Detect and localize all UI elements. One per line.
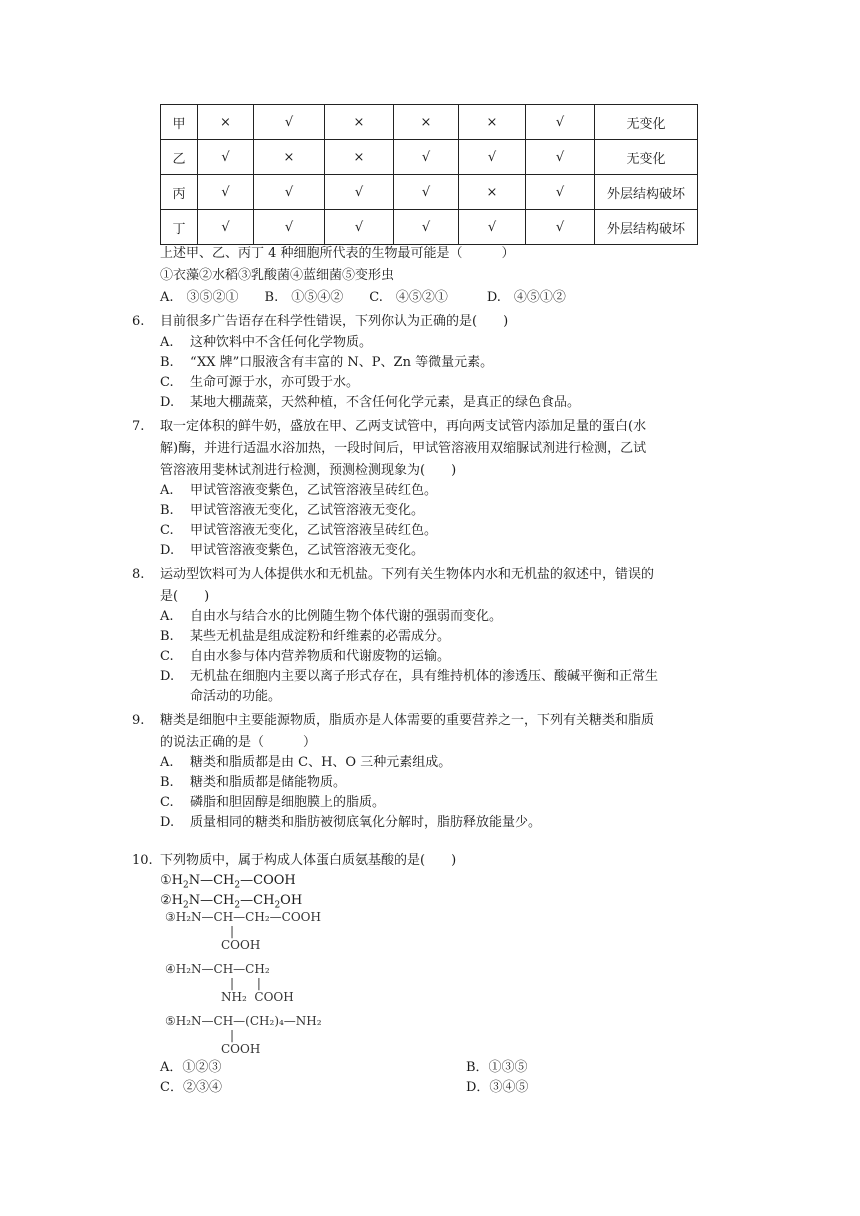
q10-option-a: A．①②③ bbox=[160, 1060, 222, 1075]
q7-option-a: A. 甲试管溶液变紫色，乙试管溶液呈砖红色。 bbox=[160, 483, 438, 498]
q9-option-a: A. 糖类和脂质都是由 C、H、O 三种元素组成。 bbox=[160, 755, 452, 770]
table-cell-result: 无变化 bbox=[595, 140, 698, 175]
table-row bbox=[161, 140, 698, 175]
formula-3-main: ③H₂N—CH—CH₂—COOH bbox=[165, 910, 321, 924]
table-cell-mark: × bbox=[325, 105, 394, 140]
table-cell-mark: √ bbox=[254, 175, 325, 210]
q7-stem-line3: 管溶液用斐林试剂进行检测，预测检测现象为( ) bbox=[160, 463, 457, 478]
table-row bbox=[161, 105, 698, 140]
q10-option-c: C．②③④ bbox=[160, 1080, 222, 1095]
table-cell-mark: × bbox=[459, 105, 526, 140]
q7-stem-line1: 取一定体积的鲜牛奶，盛放在甲、乙两支试管中，再向两支试管内添加足量的蛋白(水 bbox=[160, 419, 647, 434]
table-cell-mark: √ bbox=[198, 210, 254, 245]
q10-option-b: B．①③⑤ bbox=[466, 1060, 528, 1075]
row-label: 甲 bbox=[161, 105, 198, 140]
q9-option-b: B. 糖类和脂质都是储能物质。 bbox=[160, 775, 347, 790]
q7-option-b: B. 甲试管溶液无变化，乙试管溶液无变化。 bbox=[160, 503, 425, 518]
formula-1: $①H_2N—CH_2—COOH$ bbox=[160, 873, 296, 891]
table-cell-mark: √ bbox=[198, 175, 254, 210]
formula-5-bond: | bbox=[230, 1028, 235, 1042]
q8-option-c: C. 自由水参与体内营养物质和代谢废物的运输。 bbox=[160, 649, 451, 664]
formula-3-bond: | bbox=[230, 924, 235, 938]
q8-stem-line2: 是( ) bbox=[160, 589, 210, 604]
q8-option-d-continued: 命活动的功能。 bbox=[190, 689, 282, 704]
q8-stem-line1: 运动型饮料可为人体提供水和无机盐。下列有关生物体内水和无机盐的叙述中，错误的 bbox=[160, 567, 655, 582]
formula-4-bond: | | bbox=[230, 976, 261, 990]
table-row bbox=[161, 210, 698, 245]
q9-stem-line2: 的说法正确的是（ ） bbox=[160, 735, 317, 750]
q5-stem: 上述甲、乙、丙丁 4 种细胞所代表的生物最可能是（ ） bbox=[160, 246, 515, 261]
table-cell-mark: √ bbox=[325, 210, 394, 245]
q5-organism-list: ①衣藻②水稻③乳酸菌④蓝细菌⑤变形虫 bbox=[160, 268, 395, 283]
table-cell-mark: √ bbox=[254, 210, 325, 245]
table-cell-mark: × bbox=[459, 175, 526, 210]
table-cell-mark: √ bbox=[394, 140, 459, 175]
table-cell-result: 外层结构破坏 bbox=[595, 175, 698, 210]
q10-stem: 下列物质中，属于构成人体蛋白质氨基酸的是( ) bbox=[160, 853, 457, 868]
table-cell-mark: × bbox=[254, 140, 325, 175]
table-cell-mark: √ bbox=[254, 105, 325, 140]
q7-stem-line2: 解)酶，并进行适温水浴加热，一段时间后，甲试管溶液用双缩脲试剂进行检测，乙试 bbox=[160, 441, 647, 456]
formula-5-branch: COOH bbox=[221, 1042, 261, 1056]
table-cell-mark: × bbox=[325, 140, 394, 175]
formula-5-main: ⑤H₂N—CH—(CH₂)₄—NH₂ bbox=[165, 1014, 322, 1028]
q8-option-b: B. 某些无机盐是组成淀粉和纤维素的必需成分。 bbox=[160, 629, 451, 644]
table-cell-mark: √ bbox=[526, 210, 595, 245]
q6-number: 6. bbox=[132, 314, 145, 329]
formula-2: $②H_2N—CH_2—CH_2OH$ bbox=[160, 893, 303, 911]
table-cell-mark: √ bbox=[394, 210, 459, 245]
q9-option-d: D. 质量相同的糖类和脂肪被彻底氧化分解时，脂肪释放能量少。 bbox=[160, 815, 542, 830]
table-cell-mark: √ bbox=[526, 175, 595, 210]
q6-option-d: D. 某地大棚蔬菜，天然种植，不含任何化学元素，是真正的绿色食品。 bbox=[160, 395, 581, 410]
q6-option-c: C. 生命可源于水，亦可毁于水。 bbox=[160, 375, 360, 390]
q6-option-a: A. 这种饮料中不含任何化学物质。 bbox=[160, 335, 373, 350]
q7-option-d: D. 甲试管溶液变紫色，乙试管溶液无变化。 bbox=[160, 543, 425, 558]
formula-4-main: ④H₂N—CH—CH₂ bbox=[165, 962, 270, 976]
table-cell-mark: × bbox=[198, 105, 254, 140]
table-cell-mark: √ bbox=[198, 140, 254, 175]
q6-option-b: B. “XX 牌”口服液含有丰富的 N、P、Zn 等微量元素。 bbox=[160, 355, 494, 370]
table-cell-mark: √ bbox=[459, 140, 526, 175]
q10-number: 10. bbox=[132, 853, 153, 868]
row-label: 丙 bbox=[161, 175, 198, 210]
q6-stem: 目前很多广告语存在科学性错误，下列你认为正确的是( ) bbox=[160, 314, 509, 329]
q7-number: 7. bbox=[132, 419, 145, 434]
q9-number: 9. bbox=[132, 713, 145, 728]
q10-option-d: D．③④⑤ bbox=[466, 1080, 529, 1095]
row-label: 乙 bbox=[161, 140, 198, 175]
cell-comparison-table bbox=[160, 104, 698, 245]
table-cell-mark: √ bbox=[459, 210, 526, 245]
formula-3-branch: COOH bbox=[221, 938, 261, 952]
q5-options: A. ③⑤②① B. ①⑤④② C. ④⑤②① D. ④⑤①② bbox=[160, 290, 566, 305]
table-cell-result: 无变化 bbox=[595, 105, 698, 140]
q7-option-c: C. 甲试管溶液无变化，乙试管溶液呈砖红色。 bbox=[160, 523, 438, 538]
table-cell-mark: × bbox=[394, 105, 459, 140]
table-cell-mark: √ bbox=[526, 105, 595, 140]
formula-4-branch: NH₂ COOH bbox=[221, 990, 294, 1004]
table-row bbox=[161, 175, 698, 210]
q9-option-c: C. 磷脂和胆固醇是细胞膜上的脂质。 bbox=[160, 795, 386, 810]
q8-option-a: A. 自由水与结合水的比例随生物个体代谢的强弱而变化。 bbox=[160, 609, 503, 624]
q8-number: 8. bbox=[132, 567, 145, 582]
row-label: 丁 bbox=[161, 210, 198, 245]
table-cell-mark: √ bbox=[394, 175, 459, 210]
table-cell-mark: √ bbox=[325, 175, 394, 210]
q9-stem-line1: 糖类是细胞中主要能源物质，脂质亦是人体需要的重要营养之一，下列有关糖类和脂质 bbox=[160, 713, 655, 728]
q8-option-d: D. 无机盐在细胞内主要以离子形式存在，具有维持机体的渗透压、酸碱平衡和正常生 bbox=[160, 669, 659, 684]
table-cell-result: 外层结构破坏 bbox=[595, 210, 698, 245]
table-cell-mark: √ bbox=[526, 140, 595, 175]
